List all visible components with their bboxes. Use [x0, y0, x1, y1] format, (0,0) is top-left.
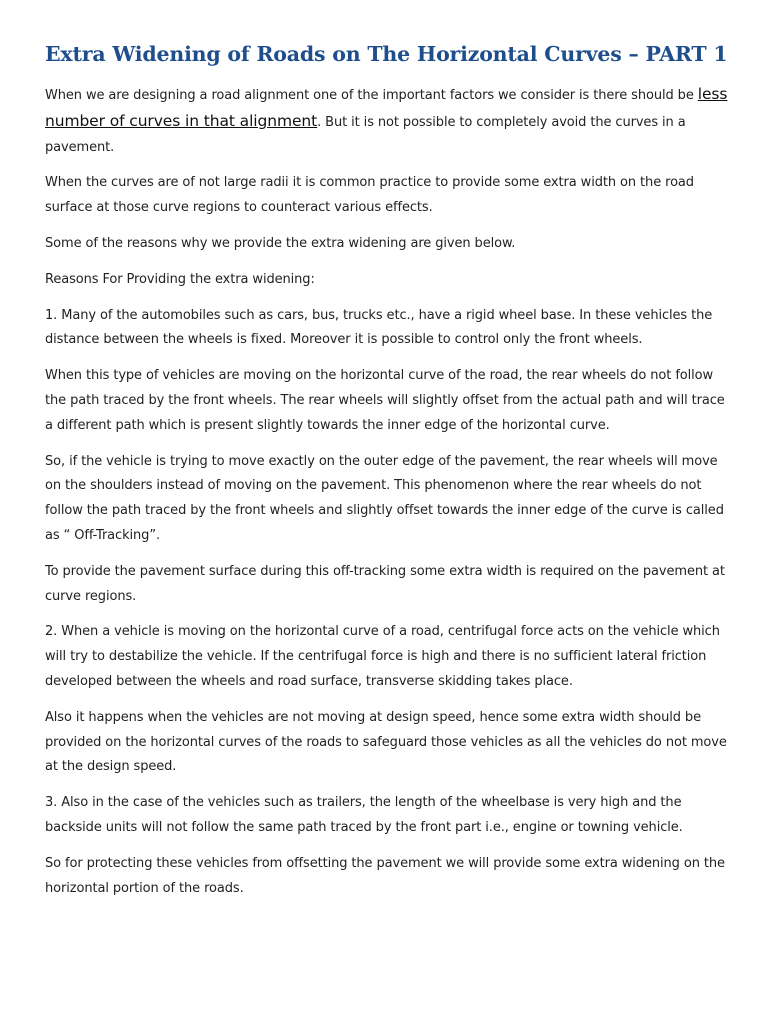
section-heading: Reasons For Providing the extra widening: [45, 271, 315, 287]
paragraph: 1. Many of the automobiles such as cars, bus, trucks etc., have a rigid wheel base. In these vehicles the distance between the wheels is fixed. Moreover it is possible to control only the front wheels. [45, 307, 713, 348]
intro-text-after: . But it is not possible to completely avoid the curves in a pavement. [45, 114, 686, 155]
paragraph: When this type of vehicles are moving on the horizontal curve of the road, the rear wheels do not follow the path traced by the front wheels. The rear wheels will slightly offset from the actual path and will trace a different path which is present slightly towards the inner edge of the horizontal curve. [45, 368, 725, 433]
paragraph: To provide the pavement surface during this off-tracking some extra width is required on the pavement at curve regions. [45, 563, 725, 604]
paragraph: Some of the reasons why we provide the extra widening are given below. [45, 235, 516, 251]
document-title: Extra Widening of Roads on The Horizontal Curves – PART 1 [45, 42, 728, 66]
document-page [45, 40, 735, 912]
paragraph: Also it happens when the vehicles are not moving at design speed, hence some extra width should be provided on the horizontal curves of the roads to safeguard those vehicles as all the vehicles do not move at the design speed. [45, 709, 727, 775]
paragraph: When the curves are of not large radii it is common practice to provide some extra width on the road surface at those curve regions to counteract various effects. [45, 175, 694, 216]
paragraph: 2. When a vehicle is moving on the horizontal curve of a road, centrifugal force acts on the vehicle which will try to destabilize the vehicle. If the centrifugal force is high and there is no sufficient lateral friction developed between the wheels and road surface, transverse skidding takes place. [45, 624, 720, 689]
intro-text-before: When we are designing a road alignment one of the important factors we consider is there should be [45, 88, 698, 103]
curves-alignment-link[interactable]: less number of curves in that alignment [45, 85, 728, 130]
paragraph: 3. Also in the case of the vehicles such as trailers, the length of the wheelbase is very high and the backside units will not follow the same path traced by the front part i.e., engine or towning vehicle. [45, 795, 683, 835]
paragraph-intro [45, 82, 735, 160]
paragraph: So for protecting these vehicles from offsetting the pavement we will provide some extra widening on the horizontal portion of the roads. [45, 855, 725, 896]
paragraph: So, if the vehicle is trying to move exactly on the outer edge of the pavement, the rear wheels will move on the shoulders instead of moving on the pavement. This phenomenon where the rear wheels do not follow the path traced by the front wheels and slightly offset towards the inner edge of the curve is called as “ Off-Tracking”. [45, 453, 724, 543]
